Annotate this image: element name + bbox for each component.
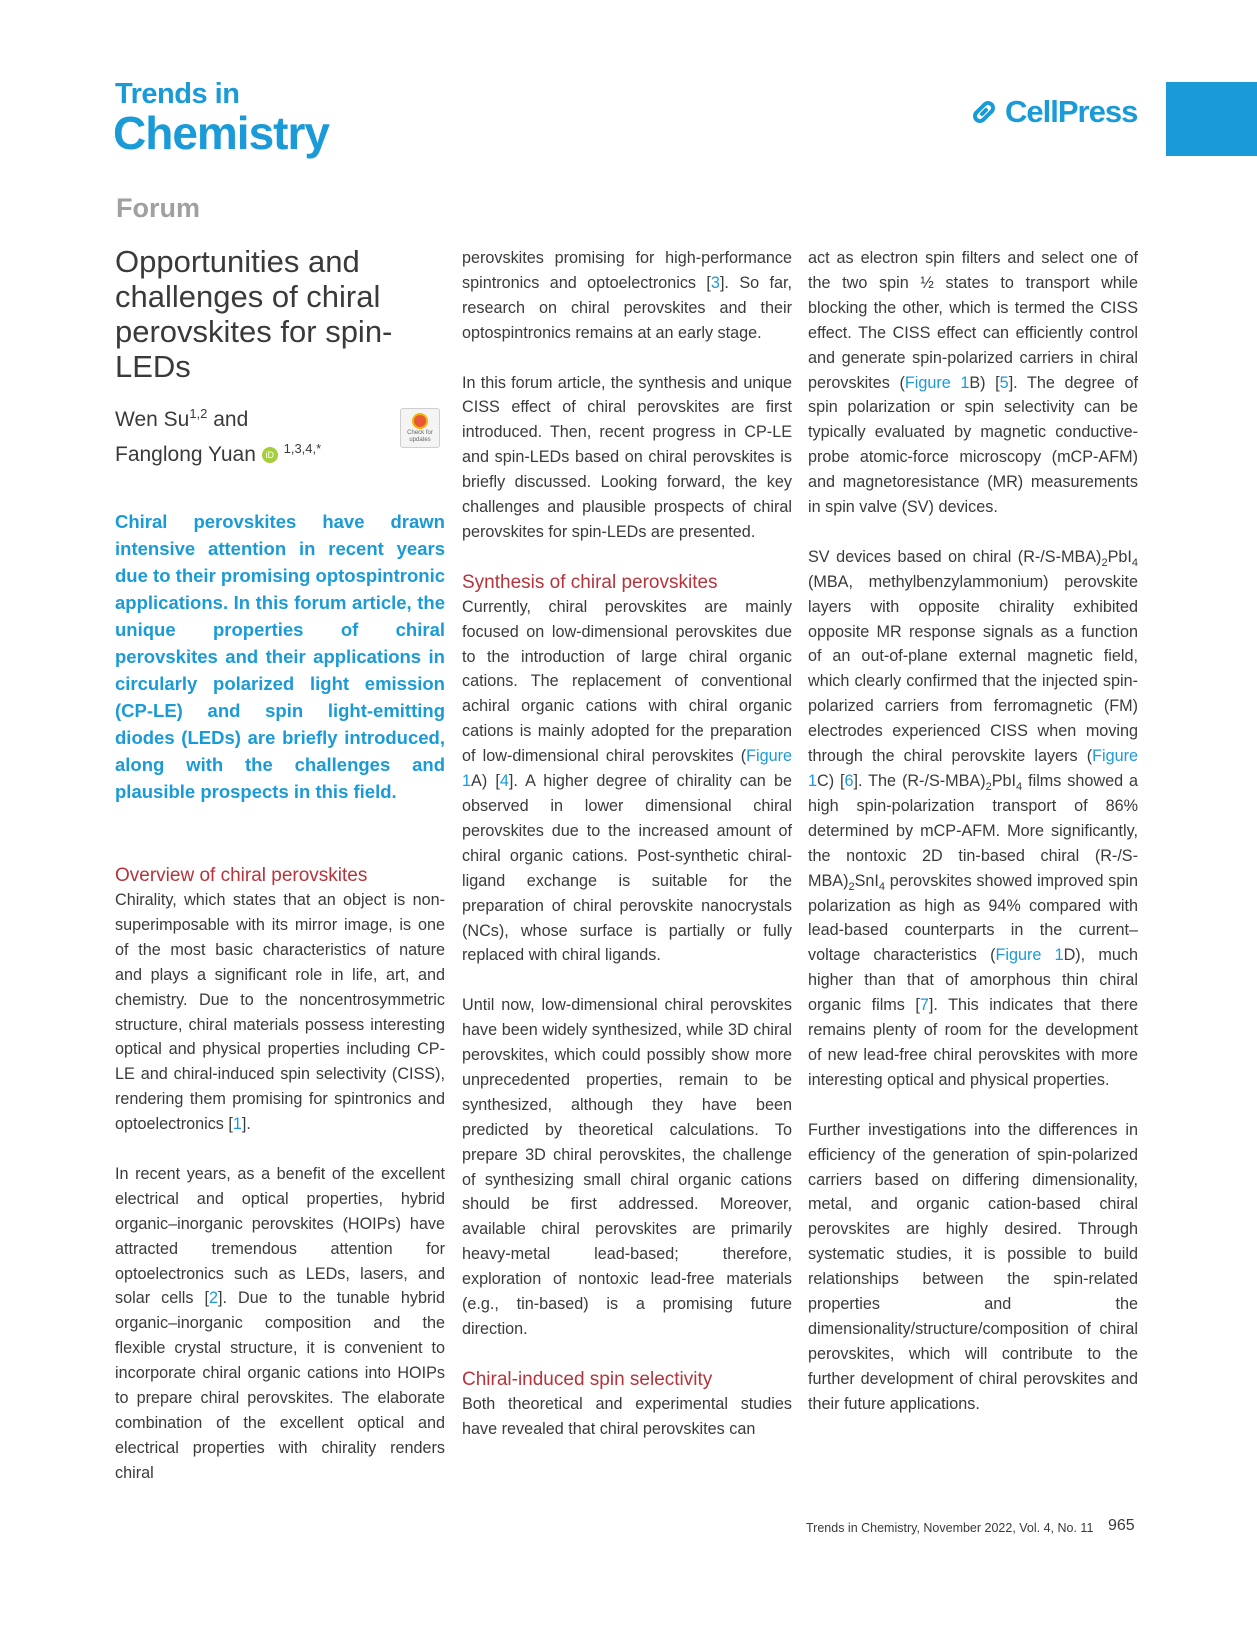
reference-link[interactable]: 4 xyxy=(499,772,509,791)
paragraph: perovskites promising for high-performance spintronics and optoelectronics [3]. So far, research on chiral perovskites and their optospintronics remains at an early stage. xyxy=(462,249,792,342)
journal-citation: Trends in Chemistry, November 2022, Vol. 4, No. 11 xyxy=(806,1521,1094,1535)
reference-link[interactable]: 7 xyxy=(919,996,929,1015)
badge-label: Check for updates xyxy=(407,430,433,443)
affiliation-marker: 1,3,4,* xyxy=(283,441,322,456)
section-heading: Synthesis of chiral perovskites xyxy=(462,571,718,593)
affiliation-marker: 1,2 xyxy=(189,406,208,421)
figure-link[interactable]: Figure 1 xyxy=(995,946,1064,965)
bookmark-icon xyxy=(412,413,428,429)
paragraph: Currently, chiral perovskites are mainly focused on low-dimensional perovskites due to the introduction of large chiral organic cations. The replacement of conventional achiral organic cations with chiral organic cations is mainly adopted for the preparation of low-dimensional chiral perovskites (Figure 1A) [4]. A higher degree of chirality can be observed in lower dimensional chiral perovskites due to the increased amount of chiral organic cations. Post-synthetic chiral-ligand exchange is suitable for the preparation of chiral perovskite nanocrystals (NCs), whose surface is partially or fully replaced with chiral ligands. xyxy=(462,597,792,965)
author-name[interactable]: Fanglong Yuan xyxy=(115,443,256,466)
publisher-logo[interactable] xyxy=(969,94,1137,130)
author-joiner: and xyxy=(207,408,249,431)
paragraph: Both theoretical and experimental studies have revealed that chiral perovskites can xyxy=(462,1394,792,1438)
journal-name-line2: Chemistry xyxy=(113,107,329,159)
figure-link[interactable]: Figure 1 xyxy=(808,747,1138,791)
paragraph: act as electron spin filters and select one of the two spin ½ states to transport while blocking the other, which is termed the CISS effect. The CISS effect can efficiently control and generate spin-polarized carriers in chiral perovskites (Figure 1B) [5]. The degree of spin polarization or spin selectivity can be typically evaluated by magnetic conductive-probe atomic-force microscopy (mCP-AFM) and magnetoresistance (MR) measurements in spin valve (SV) devices. xyxy=(808,249,1138,517)
reference-link[interactable]: 3 xyxy=(710,273,720,292)
text-column-2 xyxy=(462,246,792,1442)
abstract: Chiral perovskites have drawn intensive attention in recent years due to their promising optospintronic applications. In this forum article, the unique properties of chiral perovskites and their applications in circularly polarized light emission (CP-LE) and spin light-emitting diodes (LEDs) are briefly introduced, along with the challenges and plausible prospects in this field. xyxy=(115,511,445,802)
section-label: Forum xyxy=(116,193,200,223)
article-title: Opportunities and challenges of chiral perovskites for spin-LEDs xyxy=(115,244,393,384)
paragraph: Further investigations into the differences in efficiency of the generation of spin-polarized carriers based on differing dimensionality, metal, and organic cation-based chiral perovskites are highly desired. Through systematic studies, it is possible to build relationships between the spin-related properties and the dimensionality/structure/composition of chiral perovskites, which will contribute to the further development of chiral perovskites and their future applications. xyxy=(808,1120,1138,1413)
paragraph: In this forum article, the synthesis and unique CISS effect of chiral perovskites are first introduced. Then, recent progress in CP-LE and spin-LEDs based on chiral perovskites is briefly discussed. Looking forward, the key challenges and plausible prospects of chiral perovskites for spin-LEDs are presented. xyxy=(462,373,792,541)
author-line-1 xyxy=(115,399,321,434)
page-number: 965 xyxy=(1108,1517,1135,1534)
cellpress-link-icon xyxy=(969,97,999,127)
publisher-name: CellPress xyxy=(1005,94,1138,129)
figure-link[interactable]: Figure 1 xyxy=(904,373,970,392)
author-list xyxy=(115,399,321,469)
paragraph: Until now, low-dimensional chiral perovskites have been widely synthesized, while 3D chiral perovskites, which could possibly show more unprecedented properties, remain to be synthesized, although they have been predicted by theoretical calculations. To prepare 3D chiral perovskites, the challenge of synthesizing small chiral organic cations should be first addressed. Moreover, available chiral perovskites are primarily heavy-metal lead-based; therefore, exploration of nontoxic lead-free materials (e.g., tin-based) is a promising future direction. xyxy=(462,996,792,1339)
text-column-1 xyxy=(115,863,445,1486)
reference-link[interactable]: 6 xyxy=(844,772,854,791)
reference-link[interactable]: 2 xyxy=(209,1289,219,1308)
paragraph: SV devices based on chiral $(R-/S-MBA)_2PbI_4$ (MBA, methylbenzylammonium) perovskite layers with opposite chirality exhibited opposite MR response signals as a function of an out-of-plane external magnetic field, which clearly confirmed that the injected spin-polarized carriers from ferromagnetic (FM) electrodes experienced CISS when moving through the chiral perovskite layers (Figure 1C) [6]. The $(R-/S-MBA)_2PbI_4$ films showed a high spin-polarization transport of 86% determined by mCP-AFM. More significantly, the nontoxic 2D tin-based chiral $(R-/S-MBA)_2SnI_4$ perovskites showed improved spin polarization as high as 94% compared with lead-based counterparts in the current–voltage characteristics (Figure 1D), much higher than that of amorphous thin chiral organic films [7]. This indicates that there remains plenty of room for the development of new lead-free chiral perovskites with more interesting optical and physical properties. xyxy=(808,547,1139,1089)
orcid-icon[interactable]: iD xyxy=(262,447,278,463)
paragraph: Chirality, which states that an object is non-superimposable with its mirror image, is one of the most basic characteristics of nature and plays a significant role in life, art, and chemistry. Due to the noncentrosymmetric structure, chiral materials possess interesting optical and physical properties including CP-LE and chiral-induced spin selectivity (CISS), rendering them promising for spintronics and optoelectronics [1]. xyxy=(115,891,445,1134)
reference-link[interactable]: 1 xyxy=(232,1115,242,1134)
paragraph: In recent years, as a benefit of the excellent electrical and optical properties, hybrid organic–inorganic perovskites (HOIPs) have attracted tremendous attention for optoelectronics such as LEDs, lasers, and solar cells [2]. Due to the tunable hybrid organic–inorganic composition and the flexible crystal structure, it is convenient to incorporate chiral organic cations into HOIPs to prepare chiral perovskites. The elaborate combination of the excellent optical and electrical properties with chirality renders chiral xyxy=(115,1164,445,1482)
author-name[interactable]: Wen Su xyxy=(115,408,190,431)
check-for-updates-badge[interactable] xyxy=(400,408,440,448)
reference-link[interactable]: 5 xyxy=(999,373,1009,392)
text-column-3 xyxy=(808,246,1138,1417)
section-heading: Chiral-induced spin selectivity xyxy=(462,1368,713,1390)
author-line-2 xyxy=(115,434,321,469)
journal-name-line1: Trends in xyxy=(115,78,240,110)
figure-link[interactable]: Figure 1 xyxy=(462,747,792,791)
section-heading: Overview of chiral perovskites xyxy=(115,865,368,886)
edge-tab xyxy=(1166,82,1257,156)
